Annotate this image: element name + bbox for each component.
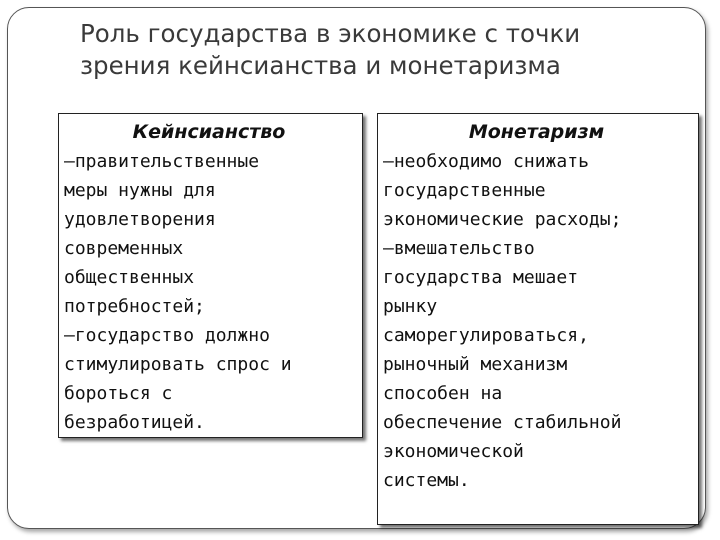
monetarism-line: способен на: [383, 383, 503, 404]
monetarism-line: системы.: [383, 470, 470, 491]
keynesianism-line: безработицей.: [64, 412, 205, 433]
monetarism-line: экономические расходы;: [383, 209, 622, 230]
keynesianism-line: меры нужны для: [64, 180, 216, 201]
monetarism-line: рыночный механизм: [383, 354, 568, 375]
monetarism-line: государственные: [383, 180, 546, 201]
monetarism-line: саморегулироваться,: [383, 325, 589, 346]
keynesianism-line: –правительственные: [64, 151, 260, 172]
keynesianism-line: удовлетворения: [64, 209, 216, 230]
keynesianism-line: современных: [64, 238, 184, 259]
monetarism-line: экономической: [383, 441, 524, 462]
slide-title-line-2: зрения кейнсианства и монетаризма: [80, 51, 561, 80]
slide-title: [80, 18, 680, 82]
keynesianism-panel: [58, 113, 363, 438]
monetarism-line: государства мешает: [383, 267, 579, 288]
monetarism-panel: [377, 113, 699, 525]
keynesianism-line: стимулировать спрос и: [64, 354, 292, 375]
keynesianism-line: бороться с: [64, 383, 173, 404]
keynesianism-line: общественных: [64, 267, 195, 288]
monetarism-line: –вмешательство: [383, 238, 535, 259]
keynesianism-line: потребностей;: [64, 296, 205, 317]
slide-title-line-1: Роль государства в экономике с точки: [80, 19, 581, 48]
keynesianism-heading: Кейнсианство: [132, 121, 286, 143]
monetarism-line: рынку: [383, 296, 438, 317]
monetarism-line: обеспечение стабильной: [383, 412, 622, 433]
keynesianism-line: –государство должно: [64, 325, 270, 346]
monetarism-line: –необходимо снижать: [383, 151, 589, 172]
monetarism-heading: Монетаризм: [468, 121, 605, 143]
